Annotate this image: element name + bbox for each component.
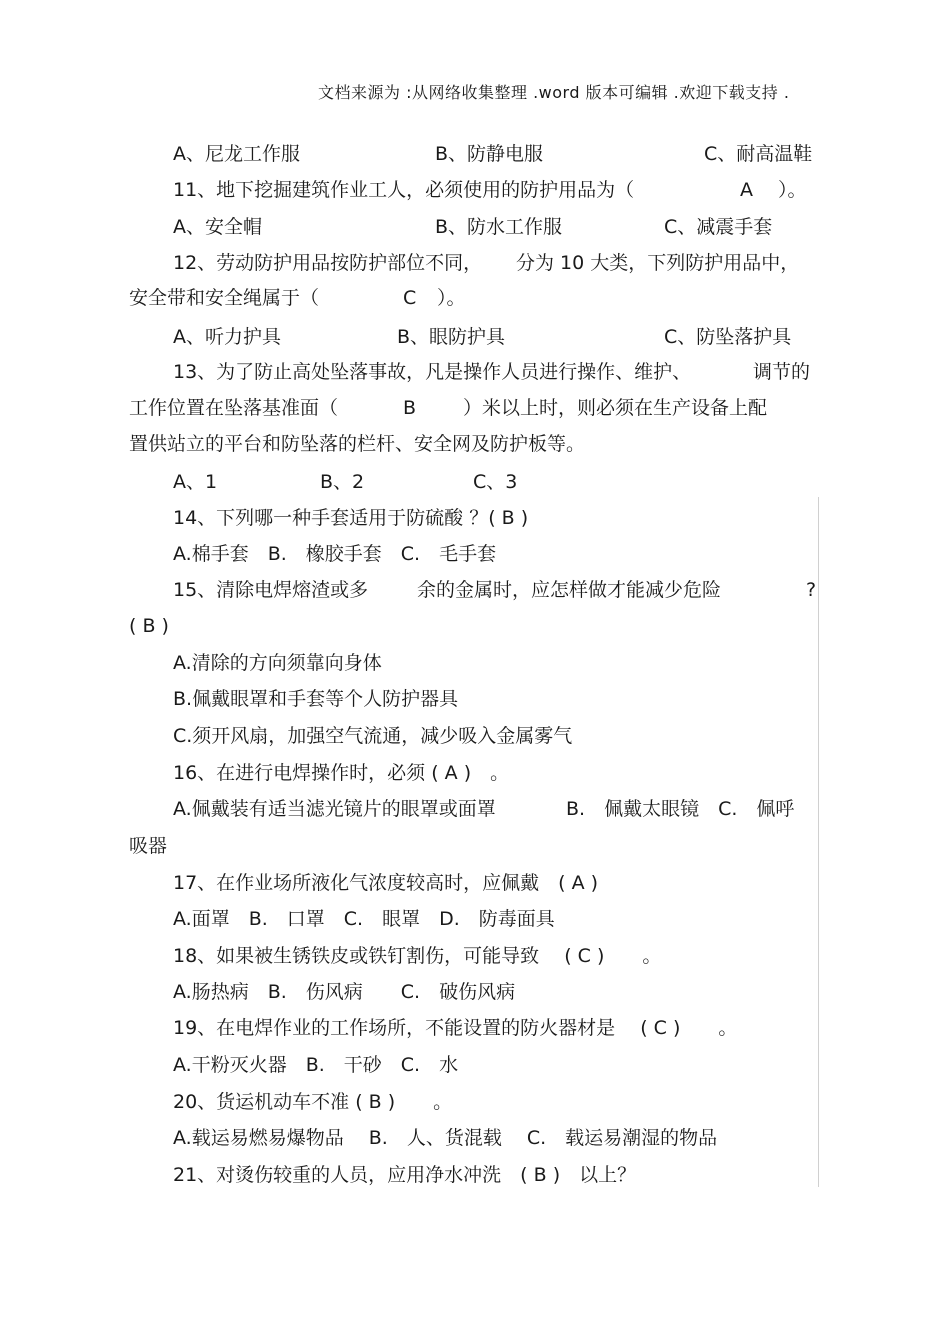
q14-options: A.棉手套 B. 橡胶手套 C. 毛手套	[173, 543, 497, 565]
question-tail: ）米以上时，则必须在生产设备上配	[463, 397, 768, 419]
q20-options: A.载运易燃易爆物品 B. 人、货混载 C. 载运易潮湿的物品	[173, 1127, 718, 1149]
q18-question: 18、如果被生锈铁皮或铁钉割伤，可能导致 ( C ) 。	[173, 945, 662, 967]
option-b: B、眼防护具	[397, 326, 506, 348]
q16-line-2: 吸器	[129, 835, 168, 857]
question-text: 工作位置在坠落基准面（	[129, 397, 339, 419]
option-b: B、防水工作服	[435, 216, 563, 238]
q15-option-c: C.须开风扇，加强空气流通，减少吸入金属雾气	[173, 725, 573, 747]
q17-options: A.面罩 B. 口罩 C. 眼罩 D. 防毒面具	[173, 908, 555, 930]
q15-option-b: B.佩戴眼罩和手套等个人防护器具	[173, 688, 459, 710]
question-tail: ?	[806, 579, 817, 601]
option-c: C、耐高温鞋	[704, 143, 813, 165]
q15-option-a: A.清除的方向须靠向身体	[173, 652, 382, 674]
q13-line-3: 置供站立的平台和防坠落的栏杆、安全网及防护板等。	[129, 433, 586, 455]
question-text: 13、为了防止高处坠落事故，凡是操作人员进行操作、维护、	[173, 361, 692, 383]
margin-rule	[818, 497, 819, 1187]
q15-line-2: ( B )	[129, 615, 169, 637]
answer: B	[403, 397, 417, 419]
question-text-2: 调节的	[753, 361, 811, 383]
option-c: C、防坠落护具	[664, 326, 792, 348]
question-text: 11、地下挖掘建筑作业工人，必须使用的防护用品为（	[173, 179, 635, 201]
question-tail: ）。	[778, 179, 807, 201]
q14-question: 14、下列哪一种手套适用于防硫酸 ？( B )	[173, 507, 529, 529]
option-a: A.佩戴装有适当滤光镜片的眼罩或面罩	[173, 798, 496, 820]
option-bc: B. 佩戴太眼镜 C. 佩呼	[566, 798, 795, 820]
option-a: A、安全帽	[173, 216, 262, 238]
option-b: B、2	[320, 471, 365, 493]
question-text: 安全带和安全绳属于（	[129, 287, 320, 309]
answer: C	[403, 287, 417, 309]
option-c: C、3	[473, 471, 518, 493]
question-text: 12、劳动防护用品按防护部位不同，	[173, 252, 483, 274]
question-text-2: 分为 10 大类，下列防护用品中，	[516, 252, 800, 274]
question-text-2: 余的金属时，应怎样做才能减少危险	[417, 579, 722, 601]
q19-question: 19、在电焊作业的工作场所，不能设置的防火器材是 ( C ) 。	[173, 1017, 738, 1039]
option-a: A、1	[173, 471, 218, 493]
q16-question: 16、在进行电焊操作时，必须 ( A ) 。	[173, 762, 510, 784]
q20-question: 20、货运机动车不准 ( B ) 。	[173, 1091, 453, 1113]
page-header: 文档来源为 :从网络收集整理 .word 版本可编辑 .欢迎下载支持 .	[318, 83, 790, 102]
option-a: A、尼龙工作服	[173, 143, 300, 165]
q21-question: 21、对烫伤较重的人员，应用净水冲洗 ( B ) 以上？	[173, 1164, 637, 1186]
option-b: B、防静电服	[435, 143, 544, 165]
option-c: C、减震手套	[664, 216, 773, 238]
question-text: 15、清除电焊熔渣或多	[173, 579, 369, 601]
q17-question: 17、在作业场所液化气浓度较高时，应佩戴 ( A )	[173, 872, 599, 894]
answer: A	[740, 179, 753, 201]
q18-options: A.肠热病 B. 伤风病 C. 破伤风病	[173, 981, 516, 1003]
option-a: A、听力护具	[173, 326, 281, 348]
q19-options: A.干粉灭火器 B. 干砂 C. 水	[173, 1054, 459, 1076]
question-tail: ）。	[437, 287, 466, 309]
